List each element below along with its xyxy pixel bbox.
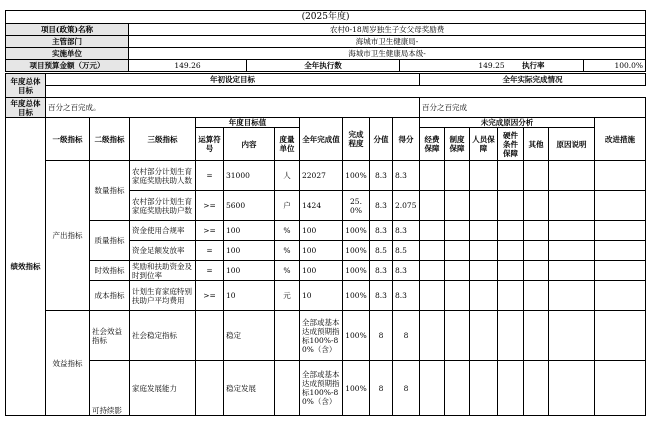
header-r6: 原因说明 [549, 128, 595, 161]
row-score: 8.5 [370, 241, 393, 261]
header-degree: 完成程度 [343, 118, 370, 161]
header-reason-group: 未完成原因分析 [420, 118, 595, 128]
row-unit [275, 311, 300, 361]
header-content: 内容 [224, 128, 275, 161]
row-degree: 100% [343, 361, 370, 416]
row-actual: 1424 [300, 191, 343, 221]
actual-goal-header: 全年实际完成情况 [420, 74, 646, 86]
header-r5: 其他 [524, 128, 549, 161]
row-l3: 资金使用合规率 [130, 221, 196, 241]
header-op: 运算符号 [196, 128, 224, 161]
row-actual: 100 [300, 221, 343, 241]
header-got: 得分 [393, 118, 420, 161]
unit-label: 实施单位 [6, 48, 129, 60]
exec-value: 149.25 [400, 60, 584, 72]
table-row [6, 261, 646, 281]
header-unit: 度量单位 [275, 128, 300, 161]
group-quantity: 数量指标 [90, 161, 130, 221]
dept-label: 主管部门 [6, 36, 129, 48]
row-score: 8.3 [370, 191, 393, 221]
row-content: 100 [224, 221, 275, 241]
row-got: 8.5 [393, 241, 420, 261]
rate-value-cell [522, 60, 646, 72]
row-op: = [196, 261, 224, 281]
dept-value: 海城市卫生健康局- [129, 36, 646, 48]
row-degree: 100% [343, 311, 370, 361]
row-got: 8.3 [393, 261, 420, 281]
header-r3: 人员保障 [470, 128, 498, 161]
table-row [6, 311, 646, 361]
budget-value: 149.26 [129, 60, 247, 72]
row-degree: 100% [343, 161, 370, 191]
row-op [196, 311, 224, 361]
header-actual: 全年完成值 [300, 118, 343, 161]
group-timely: 时效指标 [90, 261, 130, 281]
row-op: >= [196, 191, 224, 221]
row-l3: 社会稳定指标 [130, 311, 196, 361]
table-row [6, 281, 646, 311]
row-content: 稳定发展 [224, 361, 275, 416]
row-l3: 奖励和扶助资金及时到位率 [130, 261, 196, 281]
initial-goal-text: 百分之百完成。 [46, 98, 420, 118]
row-got: 8 [393, 361, 420, 416]
header-lvl1: 一级指标 [46, 118, 90, 161]
row-l3: 资金足额发放率 [130, 241, 196, 261]
group-sustain: 可持续影 [90, 361, 130, 416]
annual-goal-label: 年度总体目标 [6, 74, 46, 98]
report-year-title: (2025年度) [6, 11, 646, 24]
row-op: >= [196, 221, 224, 241]
row-content: 5600 [224, 191, 275, 221]
header-improve: 改进措施 [595, 118, 646, 161]
row-score: 8.3 [370, 261, 393, 281]
row-unit: 人 [275, 161, 300, 191]
row-degree: 100% [343, 241, 370, 261]
row-got: 2.075 [393, 191, 420, 221]
row-degree: 100% [343, 261, 370, 281]
header-target-group: 年度目标值 [196, 118, 300, 128]
row-content: 10 [224, 281, 275, 311]
row-degree: 100% [343, 221, 370, 241]
group-social: 社会效益指标 [90, 311, 130, 361]
row-actual: 10 [300, 281, 343, 311]
row-op: >= [196, 281, 224, 311]
header-lvl3: 三级指标 [130, 118, 196, 161]
row-unit: % [275, 221, 300, 241]
rate-label: 执行率 [522, 61, 545, 70]
row-unit [275, 361, 300, 416]
row-score: 8.3 [370, 281, 393, 311]
row-l3: 计划生育家庭特别扶助户平均费用 [130, 281, 196, 311]
row-got: 8.3 [393, 161, 420, 191]
group-cost: 成本指标 [90, 281, 130, 311]
row-op: = [196, 241, 224, 261]
project-name-value: 农村0-18周岁独生子女父母奖励费 [129, 24, 646, 36]
group-output: 产出指标 [46, 161, 90, 311]
row-l3: 农村部分计划生育家庭奖励扶助人数 [130, 161, 196, 191]
header-score: 分值 [370, 118, 393, 161]
row-score: 8 [370, 361, 393, 416]
row-actual: 全部或基本达成预期指标100%-80%（含） [300, 311, 343, 361]
row-content: 稳定 [224, 311, 275, 361]
header-r2: 制度保障 [445, 128, 470, 161]
header-r4: 硬件条件保障 [498, 128, 524, 161]
group-quality: 质量指标 [90, 221, 130, 261]
row-score: 8.3 [370, 161, 393, 191]
table-row [6, 161, 646, 191]
row-actual: 100 [300, 261, 343, 281]
row-unit: 元 [275, 281, 300, 311]
row-unit: 户 [275, 191, 300, 221]
row-got: 8.3 [393, 221, 420, 241]
row-content: 100 [224, 261, 275, 281]
annual-goal-label-2: 年度总体目标 [6, 98, 46, 118]
row-actual: 100 [300, 241, 343, 261]
row-unit: % [275, 241, 300, 261]
unit-value: 海城市卫生健康局本级- [129, 48, 646, 60]
group-benefit: 效益指标 [46, 311, 90, 416]
row-unit: % [275, 261, 300, 281]
row-actual: 22027 [300, 161, 343, 191]
row-content: 100 [224, 241, 275, 261]
row-op: = [196, 161, 224, 191]
budget-label: 项目预算金额（万元） [6, 60, 129, 72]
rate-value: 100.0% [614, 61, 644, 70]
row-got: 8 [393, 311, 420, 361]
row-actual: 全部或基本达成预期指标100%-80%（含） [300, 361, 343, 416]
row-got: 8.3 [393, 281, 420, 311]
header-r1: 经费保障 [420, 128, 445, 161]
row-score: 8 [370, 311, 393, 361]
project-info-table [5, 10, 646, 72]
row-l3: 农村部分计划生育家庭奖励扶助户数 [130, 191, 196, 221]
row-degree: 100% [343, 281, 370, 311]
row-op [196, 361, 224, 416]
project-name-label: 项目(政策)名称 [6, 24, 129, 36]
table-row [6, 361, 646, 416]
exec-label: 全年执行数 [247, 60, 400, 72]
header-lvl2: 二级指标 [90, 118, 130, 161]
row-l3: 家庭发展能力 [130, 361, 196, 416]
performance-table [5, 73, 646, 416]
row-degree: 25.0% [343, 191, 370, 221]
initial-goal-header: 年初设定目标 [46, 74, 420, 86]
row-score: 8.3 [370, 221, 393, 241]
perf-indicator-label: 绩效指标 [6, 118, 46, 416]
table-row [6, 221, 646, 241]
actual-goal-text: 百分之百完成 [420, 98, 646, 118]
row-content: 31000 [224, 161, 275, 191]
